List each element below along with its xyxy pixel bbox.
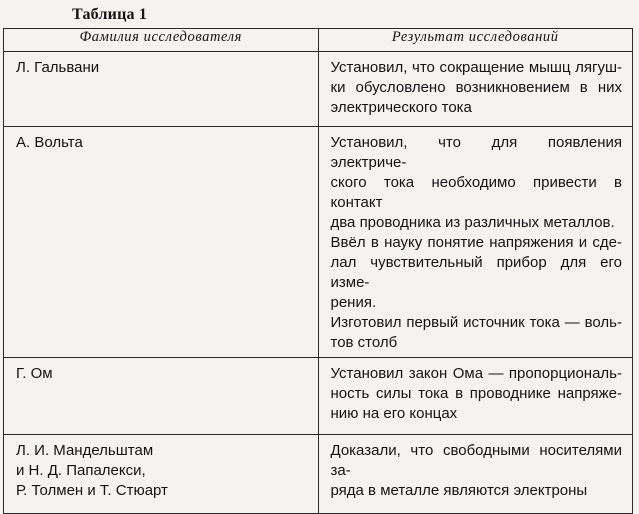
result-line: ность силы тока в проводнике напряже-: [330, 385, 622, 402]
researcher-name-line: Л. И. Мандельштам: [16, 442, 154, 459]
researcher-name-line: и Н. Д. Папалекси,: [16, 462, 146, 479]
result-line: два проводника из различных металлов.: [330, 214, 615, 231]
result-line: электрического тока: [330, 99, 472, 116]
result-line: ского тока необходимо привести в контакт: [330, 174, 622, 211]
result-line: нию на его концах: [330, 405, 458, 422]
researcher-name-cell: [4, 127, 319, 358]
result-cell: [318, 52, 633, 127]
researcher-name-line: Г. Ом: [16, 365, 53, 382]
column-header-result: Результат исследований: [318, 29, 633, 52]
table-header-row: [4, 29, 633, 52]
table-row: [4, 435, 633, 514]
table-caption: Таблица 1: [72, 6, 148, 23]
result-line: Изготовил первый источник тока — воль-: [330, 314, 622, 331]
result-line: тов столб: [330, 334, 398, 351]
researcher-name-cell: [4, 358, 319, 435]
result-cell: [318, 127, 633, 358]
table-row: [4, 52, 633, 127]
researcher-name-line: Л. Гальвани: [16, 59, 100, 76]
result-cell: [318, 435, 633, 514]
table-row: [4, 127, 633, 358]
result-line: Установил закон Ома — пропорциональ-: [330, 365, 622, 382]
result-line: Установил, что сокращение мышц лягуш-: [330, 59, 622, 76]
result-line: ки обусловлено возникновением в них: [330, 79, 622, 96]
researchers-table: [3, 28, 633, 514]
researcher-name-cell: [4, 435, 319, 514]
researcher-name-cell: [4, 52, 319, 127]
result-line: Установил, что для появления электриче-: [330, 134, 622, 171]
result-line: Ввёл в науку понятие напряжения и сде-: [330, 234, 622, 251]
result-line: Доказали, что свободными носителями за-: [330, 442, 622, 479]
researcher-name-line: Р. Толмен и Т. Стюарт: [16, 482, 168, 499]
result-cell: [318, 358, 633, 435]
column-header-name: Фамилия исследователя: [4, 29, 319, 52]
result-line: рения.: [330, 294, 377, 311]
table-row: [4, 358, 633, 435]
result-line: ряда в металле являются электроны: [330, 482, 588, 499]
researcher-name-line: А. Вольта: [16, 134, 83, 151]
result-line: лал чувствительный прибор для его изме-: [330, 254, 622, 291]
